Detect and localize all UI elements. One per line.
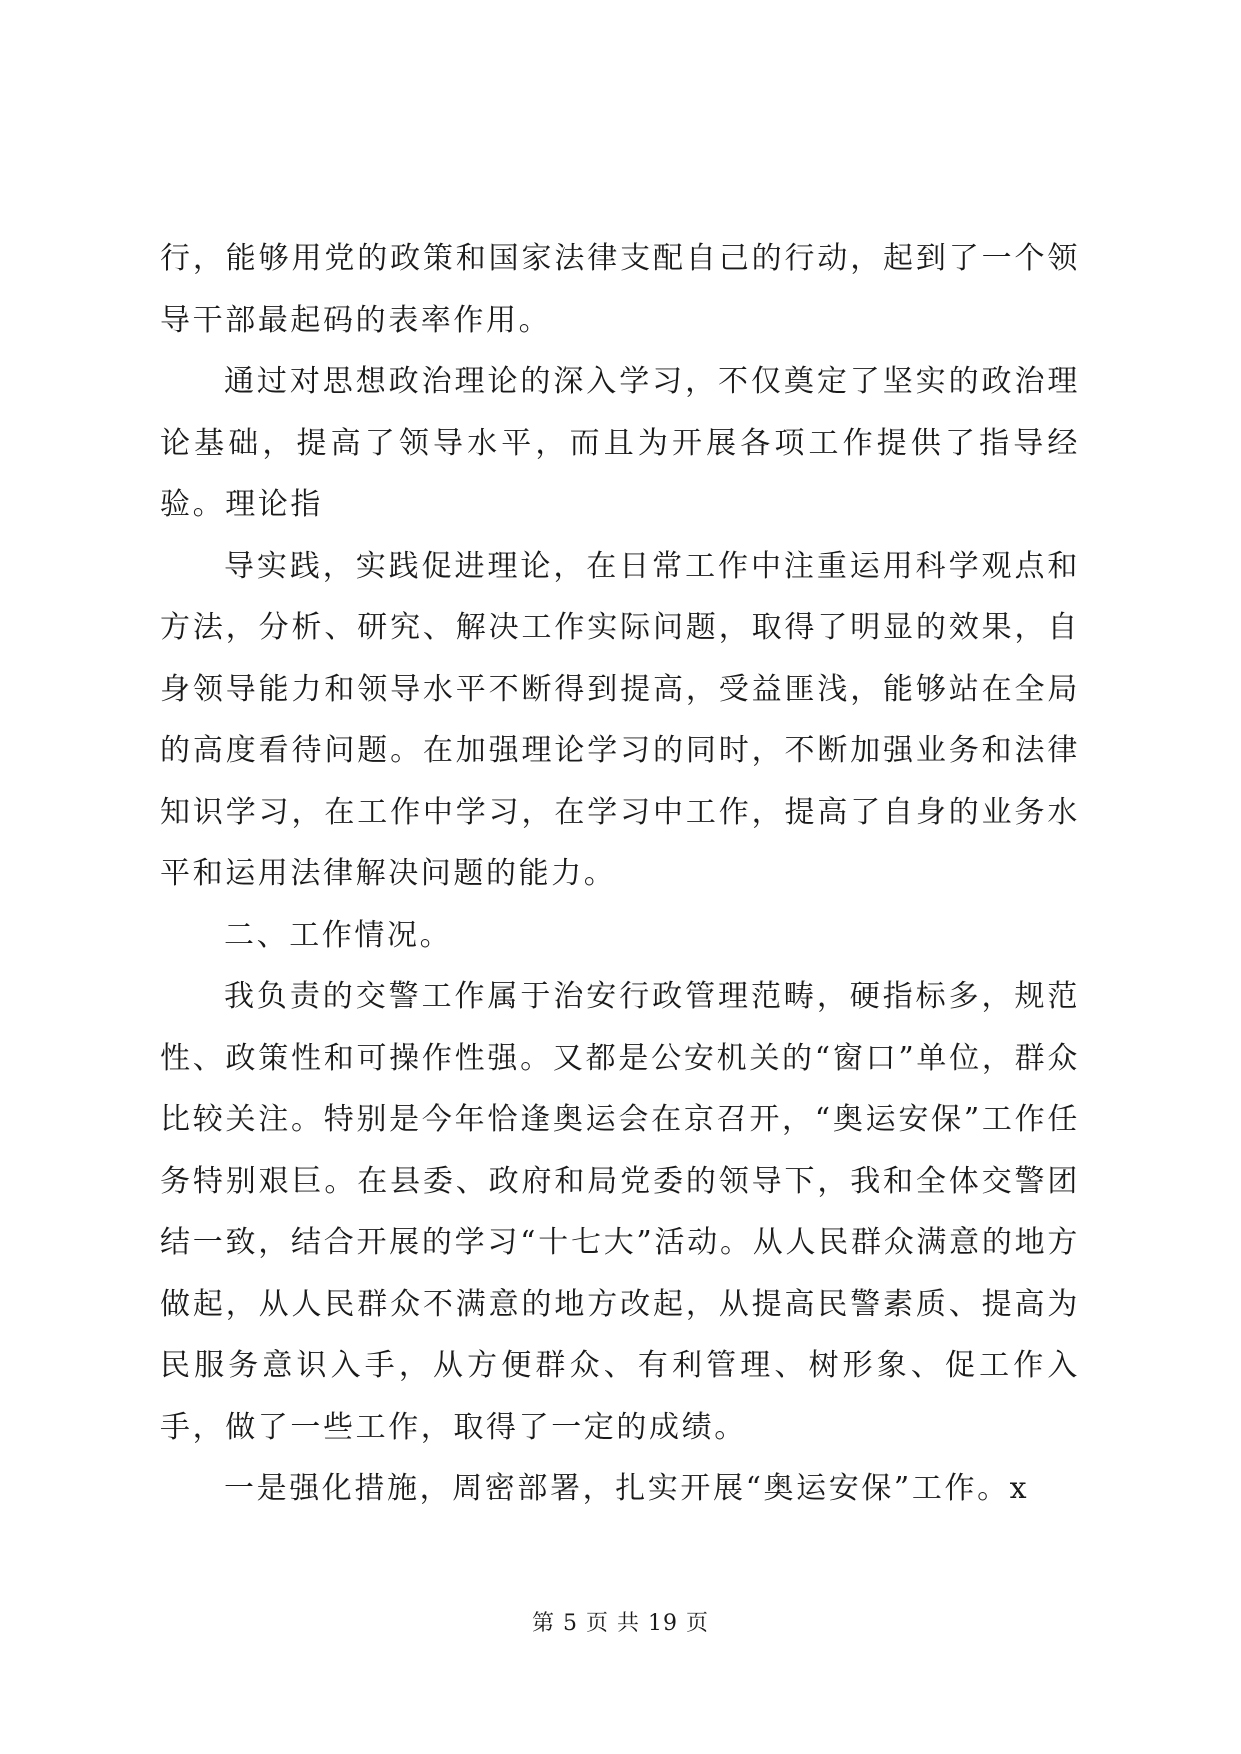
paragraph-5: 我负责的交警工作属于治安行政管理范畴，硬指标多，规范性、政策性和可操作性强。又都是公安机关的“窗口”单位，群众比较关注。特别是今年恰逢奥运会在京召开，“奥运安保”工作任务特别艰巨。在县委、政府和局党委的领导下，我和全体交警团结一致，结合开展的学习“十七大”活动。从人民群众满意的地方做起，从人民群众不满意的地方改起，从提高民警素质、提高为民服务意识入手，从方便群众、有利管理、树形象、促工作入手，做了一些工作，取得了一定的成绩。 <box>160 979 1080 1445</box>
document-body <box>160 228 1080 1520</box>
page-footer: 第 5 页 共 19 页 <box>532 1611 709 1636</box>
paragraph-1: 行，能够用党的政策和国家法律支配自己的行动，起到了一个领导干部最起码的表率作用。 <box>160 241 1080 338</box>
section-heading-work: 二、工作情况。 <box>224 917 453 953</box>
paragraph-3: 导实践，实践促进理论，在日常工作中注重运用科学观点和方法，分析、研究、解决工作实际问题，取得了明显的效果，自身领导能力和领导水平不断得到提高，受益匪浅，能够站在全局的高度看待问题。在加强理论学习的同时，不断加强业务和法律知识学习，在工作中学习，在学习中工作，提高了自身的业务水平和运用法律解决问题的能力。 <box>160 548 1080 891</box>
paragraph-2: 通过对思想政治理论的深入学习，不仅奠定了坚实的政治理论基础，提高了领导水平，而且为开展各项工作提供了指导经验。理论指 <box>160 364 1080 522</box>
paragraph-6: 一是强化措施，周密部署，扎实开展“奥运安保”工作。x <box>224 1471 1030 1506</box>
